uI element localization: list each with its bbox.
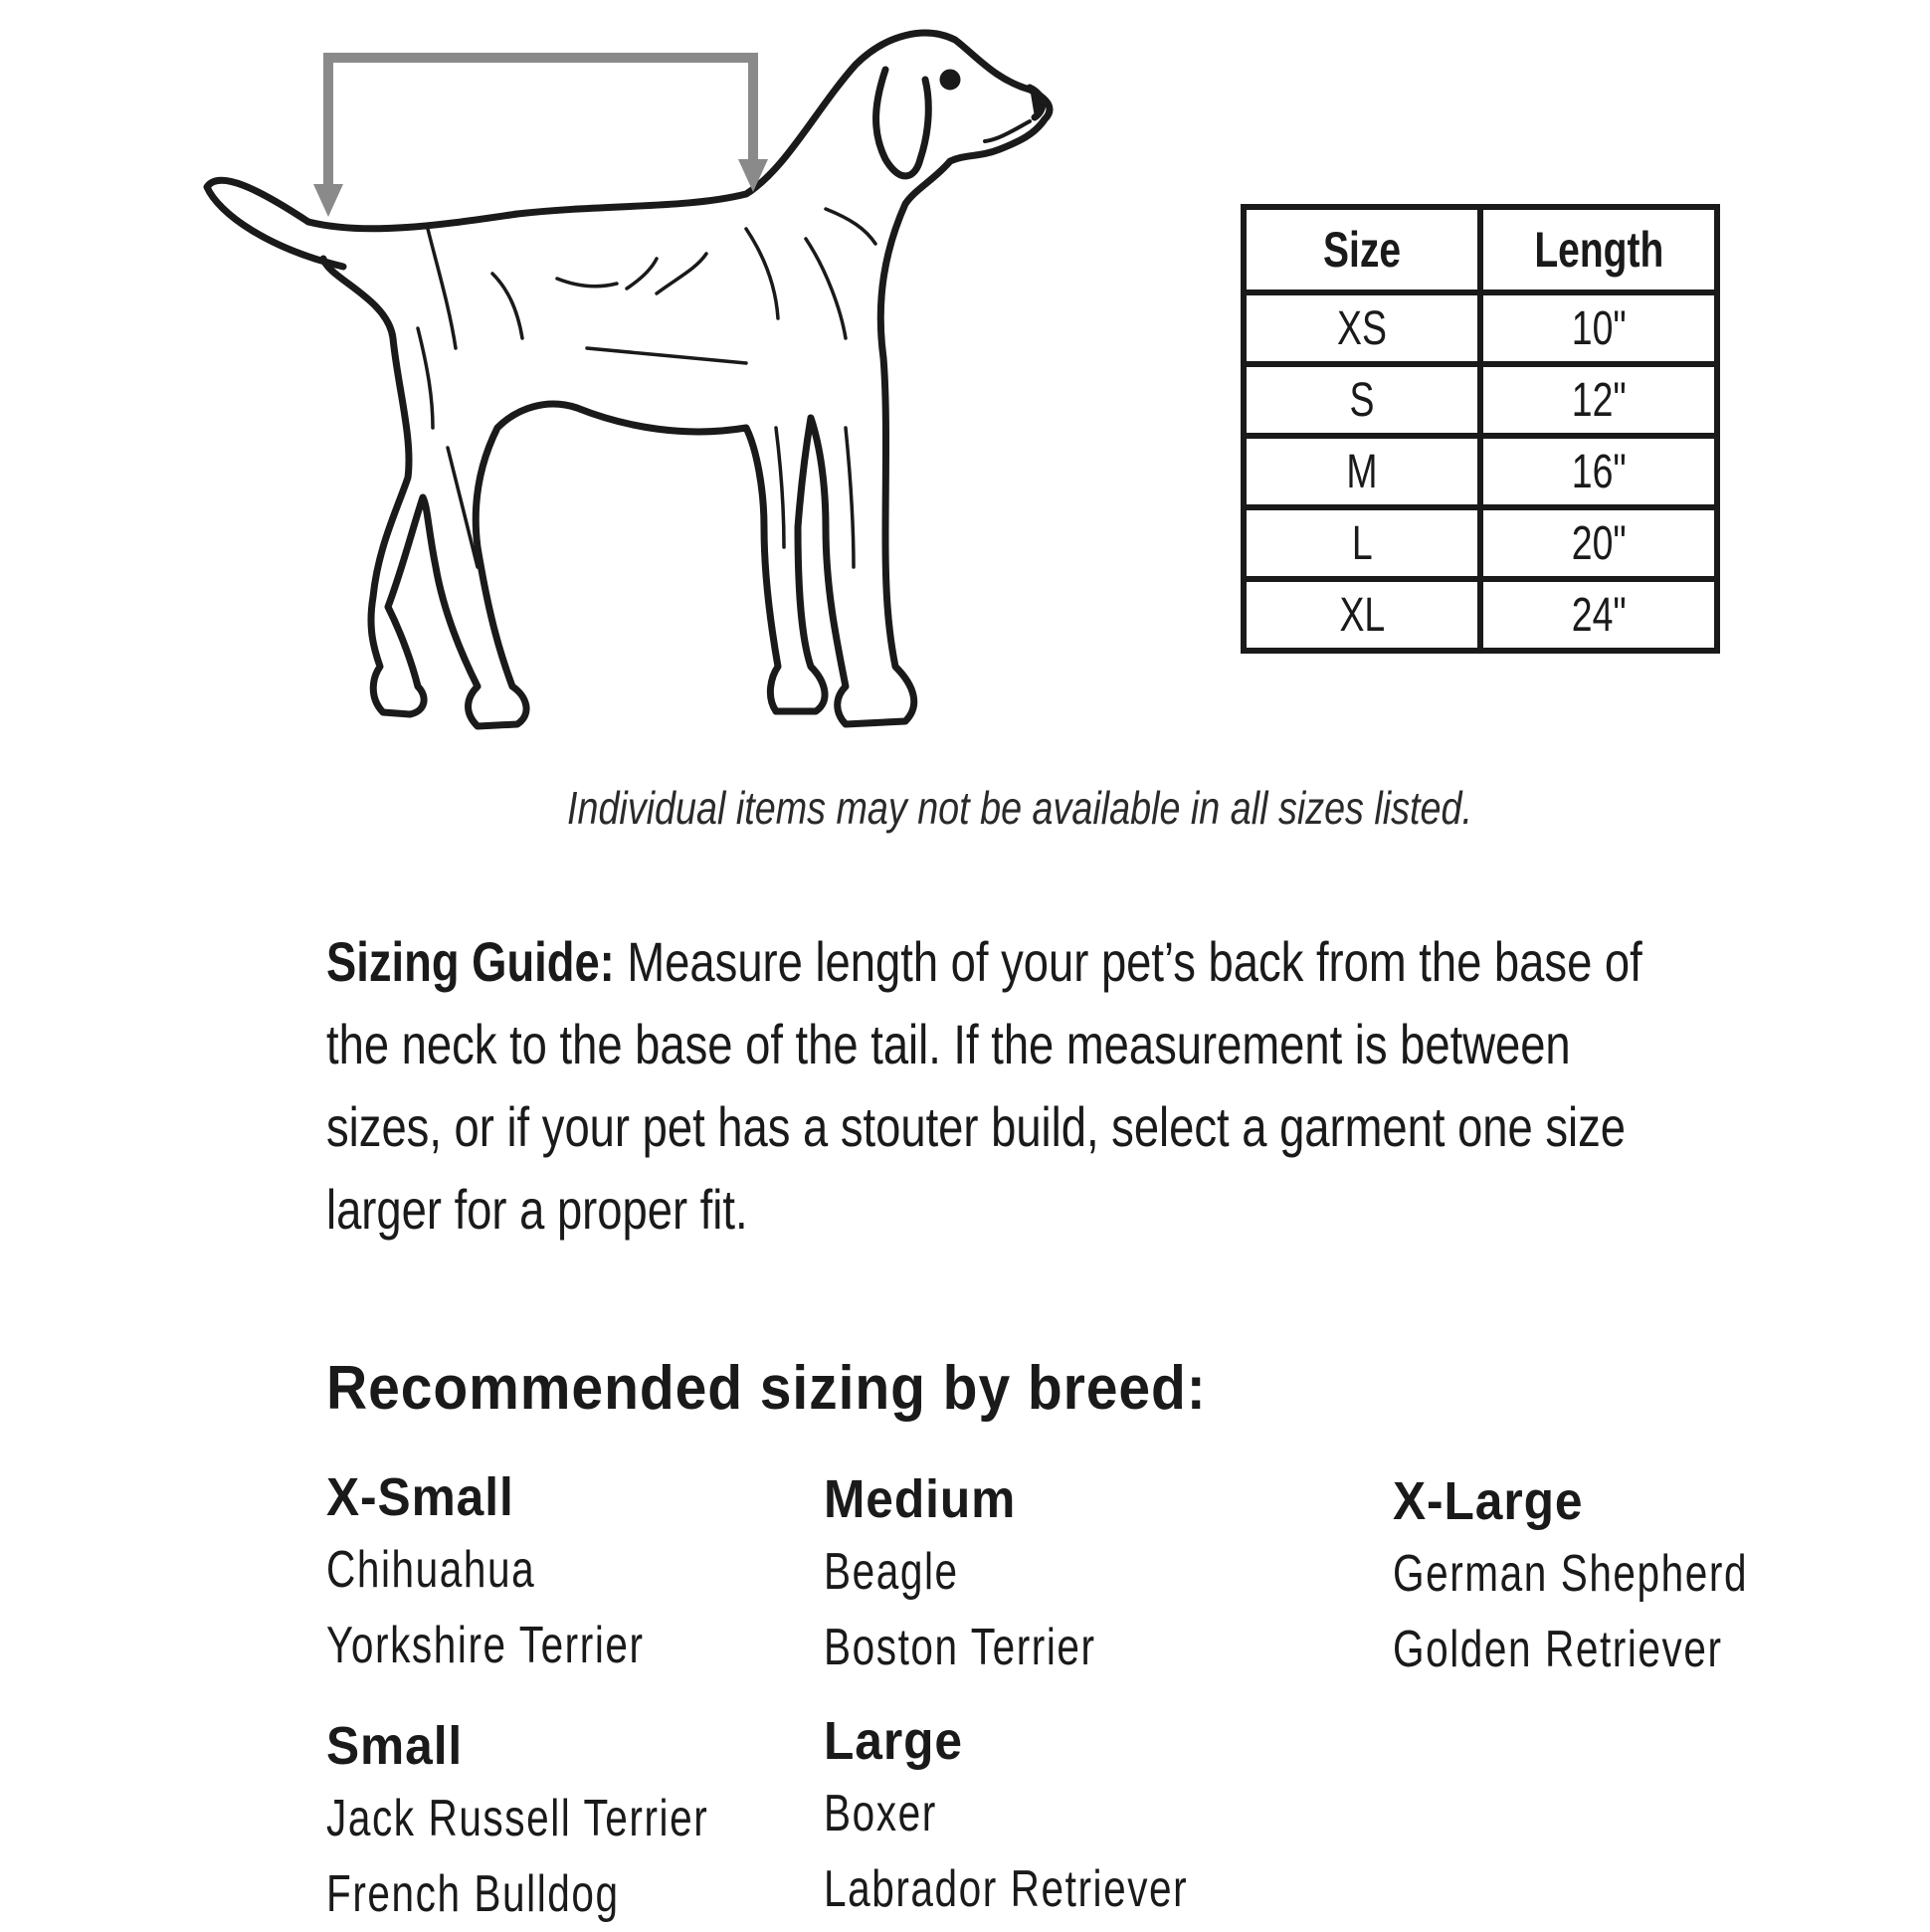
measurement-bracket xyxy=(328,58,753,199)
breed-item: Jack Russell Terrier xyxy=(326,1790,709,1847)
table-row xyxy=(1244,364,1717,436)
breed-item: Labrador Retriever xyxy=(824,1860,1189,1918)
breed-sizing-heading: Recommended sizing by breed: xyxy=(326,1354,1207,1423)
breed-item: Boxer xyxy=(824,1785,937,1842)
sizing-guide-paragraph xyxy=(326,920,1696,1251)
length-cell: 12" xyxy=(1480,364,1717,436)
breed-group-title: Large xyxy=(824,1711,963,1771)
dog-ear xyxy=(876,70,929,176)
size-cell: S xyxy=(1244,364,1480,436)
arrow-tail-icon xyxy=(313,184,343,217)
size-cell: XL xyxy=(1244,579,1480,651)
sizing-guide-text: Measure length of your pet’s back from the base of the neck to the base of the tail. If the measurement is between sizes, or if your pet has a stouter build, select a garment one size larger for a proper fit. xyxy=(326,930,1642,1241)
dog-nose xyxy=(1030,88,1043,117)
breed-group-title: X-Large xyxy=(1393,1471,1584,1531)
table-row xyxy=(1244,436,1717,507)
table-row xyxy=(1244,292,1717,364)
breed-group-xsmall xyxy=(326,1462,734,1683)
length-cell: 20" xyxy=(1480,507,1717,579)
breed-group-xlarge xyxy=(1393,1466,1848,1687)
breed-item: German Shepherd xyxy=(1393,1545,1749,1603)
breed-group-title: Small xyxy=(326,1716,464,1776)
dog-body-outline xyxy=(308,33,1050,726)
breed-group-title: X-Small xyxy=(326,1467,514,1527)
arrow-neck-icon xyxy=(738,159,768,192)
table-header-row xyxy=(1244,207,1717,292)
length-cell: 10" xyxy=(1480,292,1717,364)
size-column-header: Size xyxy=(1244,207,1480,292)
breed-item: Boston Terrier xyxy=(824,1619,1096,1676)
breed-group-medium xyxy=(824,1464,1173,1685)
length-column-header: Length xyxy=(1480,207,1717,292)
dog-measurement-illustration xyxy=(189,10,1084,746)
size-cell: M xyxy=(1244,436,1480,507)
table-row xyxy=(1244,579,1717,651)
dog-eye xyxy=(943,73,957,87)
sizing-guide-label: Sizing Guide: xyxy=(326,930,615,993)
size-cell: XS xyxy=(1244,292,1480,364)
breed-item: French Bulldog xyxy=(326,1865,620,1923)
size-length-table xyxy=(1241,204,1720,654)
breed-item: Yorkshire Terrier xyxy=(326,1617,645,1674)
table-row xyxy=(1244,507,1717,579)
breed-item: Beagle xyxy=(824,1543,959,1601)
breed-group-small xyxy=(326,1711,817,1932)
breed-item: Chihuahua xyxy=(326,1541,536,1599)
breed-group-large xyxy=(824,1706,1291,1927)
availability-note: Individual items may not be available in all sizes listed. xyxy=(567,782,1472,834)
breed-group-title: Medium xyxy=(824,1469,1017,1529)
length-cell: 24" xyxy=(1480,579,1717,651)
breed-item: Golden Retriever xyxy=(1393,1621,1723,1678)
size-cell: L xyxy=(1244,507,1480,579)
length-cell: 16" xyxy=(1480,436,1717,507)
